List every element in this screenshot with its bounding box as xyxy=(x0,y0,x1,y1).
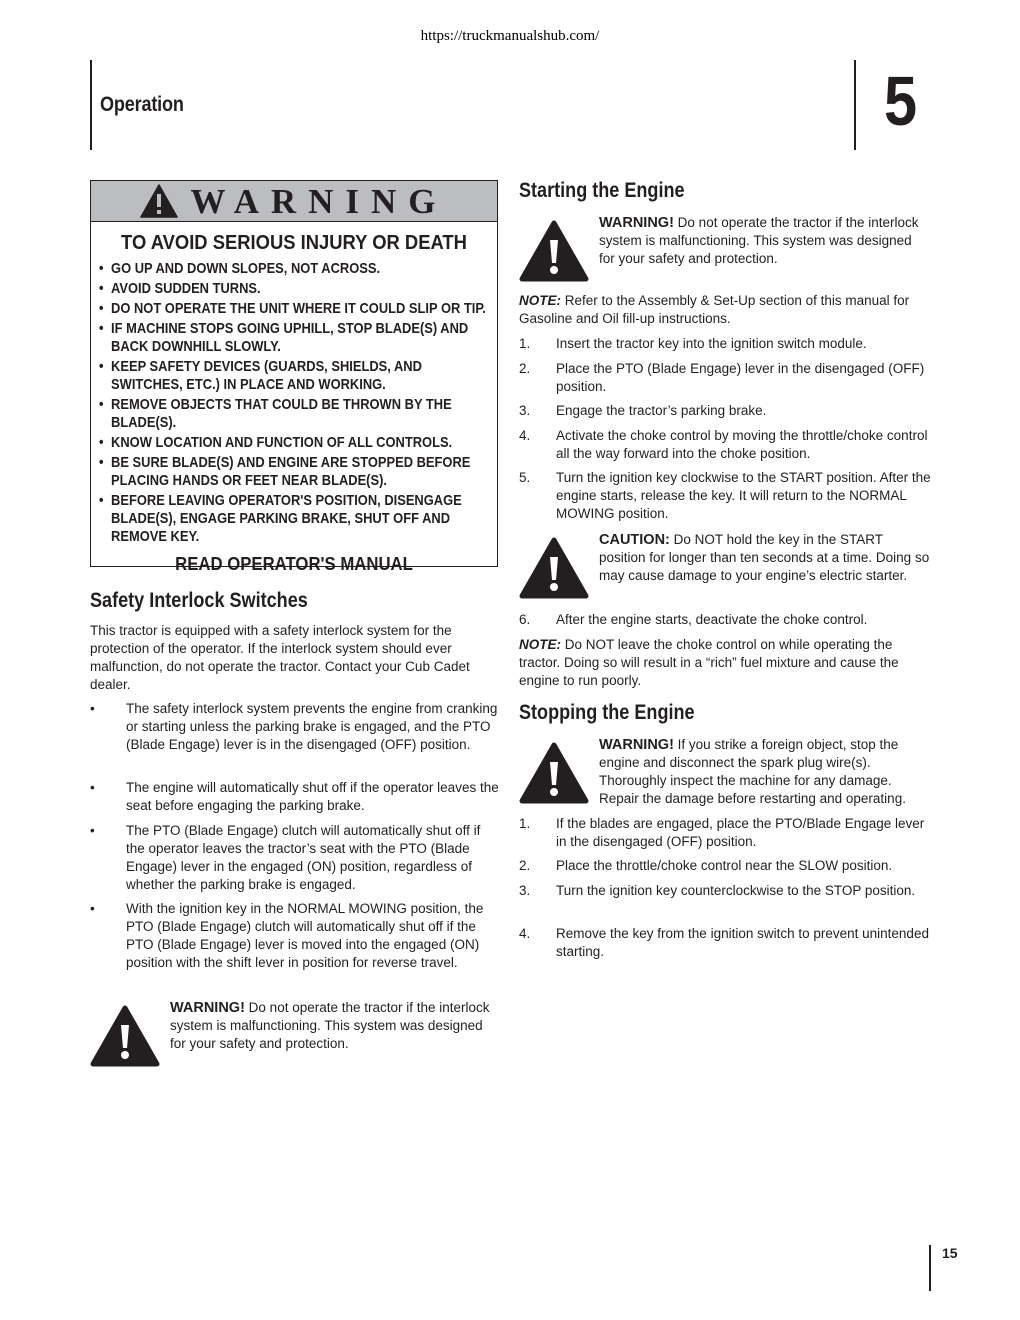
warning-banner-text: WARNING xyxy=(190,181,448,221)
step-item: 1. If the blades are engaged, place the PTO/Blade Engage lever in the disengaged (OFF) position. xyxy=(519,816,925,849)
warning-item: • KEEP SAFETY DEVICES (GUARDS, SHIELDS, AND SWITCHES, ETC.) IN PLACE AND WORKING. xyxy=(99,358,422,393)
caution-label: CAUTION: xyxy=(599,532,670,548)
source-url[interactable]: https://truckmanualshub.com/ xyxy=(420,28,600,44)
page-number: 15 xyxy=(942,1245,958,1261)
step-item: 4. Remove the key from the ignition switch to prevent unintended starting. xyxy=(519,926,929,959)
list-item: • With the ignition key in the NORMAL MOWING position, the PTO (Blade Engage) clutch will automatically shut off if the PTO (Blade Engage) lever is moved into the engaged (ON) position with the shift lever in position for reverse travel. xyxy=(90,901,484,970)
starting-caution xyxy=(519,531,931,603)
step-item: 1. Insert the tractor key into the ignition switch module. xyxy=(519,336,867,351)
section-title: Operation xyxy=(100,93,184,116)
header-rule-right xyxy=(854,60,856,150)
warning-item: • DO NOT OPERATE THE UNIT WHERE IT COULD SLIP OR TIP. xyxy=(99,300,486,317)
interlock-warning xyxy=(90,999,500,1069)
warning-triangle-icon xyxy=(519,742,589,804)
warning-item: • BE SURE BLADE(S) AND ENGINE ARE STOPPED BEFORE PLACING HANDS OR FEET NEAR BLADE(S). xyxy=(99,454,471,489)
warning-text: Do not operate the tractor if the interlock system is malfunctioning. This system was designed for your safety and protection. xyxy=(170,1000,490,1051)
warning-heading: TO AVOID SERIOUS INJURY OR DEATH xyxy=(121,232,467,254)
note-text: Do NOT leave the choke control on while operating the tractor. Doing so will result in a “rich” fuel mixture and cause the engine to run poorly. xyxy=(519,637,899,688)
warning-banner xyxy=(91,181,497,222)
warning-text: If you strike a foreign object, stop the engine and disconnect the spark plug wire(s). Thoroughly inspect the machine for any damage. Repair the damage before restarting and operating. xyxy=(599,737,906,806)
caution-text: Do NOT hold the key in the START position for longer than ten seconds at a time. Doing so may cause damage to your engine’s electric starter. xyxy=(599,532,930,583)
stopping-engine-heading: Stopping the Engine xyxy=(519,701,695,724)
warning-item: • BEFORE LEAVING OPERATOR'S POSITION, DISENGAGE BLADE(S), ENGAGE PARKING BRAKE, SHUT OFF AND REMOVE KEY. xyxy=(99,492,462,545)
starting-warning xyxy=(519,214,931,284)
warning-footer: READ OPERATOR'S MANUAL xyxy=(175,554,413,574)
warning-label: WARNING! xyxy=(170,1000,245,1016)
stopping-warning xyxy=(519,736,931,808)
warning-triangle-icon xyxy=(90,1005,160,1067)
step-item: 3. Turn the ignition key counterclockwise to the STOP position. xyxy=(519,883,916,898)
warning-item: • GO UP AND DOWN SLOPES, NOT ACROSS. xyxy=(99,260,381,277)
note-label: NOTE: xyxy=(519,637,561,652)
note-text: Refer to the Assembly & Set-Up section of this manual for Gasoline and Oil fill-up instructions. xyxy=(519,293,910,326)
caution-triangle-icon xyxy=(519,537,589,599)
warning-label: WARNING! xyxy=(599,737,674,753)
starting-engine-heading: Starting the Engine xyxy=(519,179,685,202)
footer-rule xyxy=(929,1245,931,1291)
warning-box xyxy=(90,180,498,574)
warning-list xyxy=(91,260,497,546)
step-item: 3. Engage the tractor’s parking brake. xyxy=(519,403,767,418)
note-label: NOTE: xyxy=(519,293,561,308)
warning-item: • IF MACHINE STOPS GOING UPHILL, STOP BLADE(S) AND BACK DOWNHILL SLOWLY. xyxy=(99,320,469,355)
starting-note-2 xyxy=(519,636,931,690)
warning-triangle-icon xyxy=(519,220,589,282)
list-item: • The safety interlock system prevents the engine from cranking or starting unless the parking brake is engaged, and the PTO (Blade Engage) lever is in the disengaged (OFF) position. xyxy=(90,701,498,752)
safety-interlock-intro: This tractor is equipped with a safety interlock system for the protection of the operator. If the interlock system should ever malfunction, do not operate the tractor. Contact your Cub Cadet dealer. xyxy=(90,623,470,692)
warning-item: • AVOID SUDDEN TURNS. xyxy=(99,280,261,297)
warning-label: WARNING! xyxy=(599,215,674,231)
safety-interlock-heading: Safety Interlock Switches xyxy=(90,589,308,612)
header-rule-left xyxy=(90,60,92,150)
list-item: • The PTO (Blade Engage) clutch will automatically shut off if the operator leaves the tractor’s seat with the PTO (Blade Engage) lever in the engaged (ON) position, regardless of whether the parking brake is engaged. xyxy=(90,823,481,892)
list-item: • The engine will automatically shut off if the operator leaves the seat before engaging the parking brake. xyxy=(90,780,499,813)
starting-note xyxy=(519,292,931,328)
step-item: 4. Activate the choke control by moving the throttle/choke control all the way forward into the choke position. xyxy=(519,428,928,461)
step-item: 6. After the engine starts, deactivate the choke control. xyxy=(519,612,868,627)
step-item: 2. Place the throttle/choke control near the SLOW position. xyxy=(519,858,893,873)
warning-item: • KNOW LOCATION AND FUNCTION OF ALL CONTROLS. xyxy=(99,434,453,451)
step-item: 2. Place the PTO (Blade Engage) lever in the disengaged (OFF) position. xyxy=(519,361,925,394)
warning-item: • REMOVE OBJECTS THAT COULD BE THROWN BY THE BLADE(S). xyxy=(99,396,452,431)
step-item: 5. Turn the ignition key clockwise to the START position. After the engine starts, release the key. It will return to the NORMAL MOWING position. xyxy=(519,470,931,521)
warning-text: Do not operate the tractor if the interlock system is malfunctioning. This system was designed for your safety and protection. xyxy=(599,215,919,266)
chapter-number: 5 xyxy=(884,62,918,140)
warning-triangle-icon xyxy=(140,184,178,218)
